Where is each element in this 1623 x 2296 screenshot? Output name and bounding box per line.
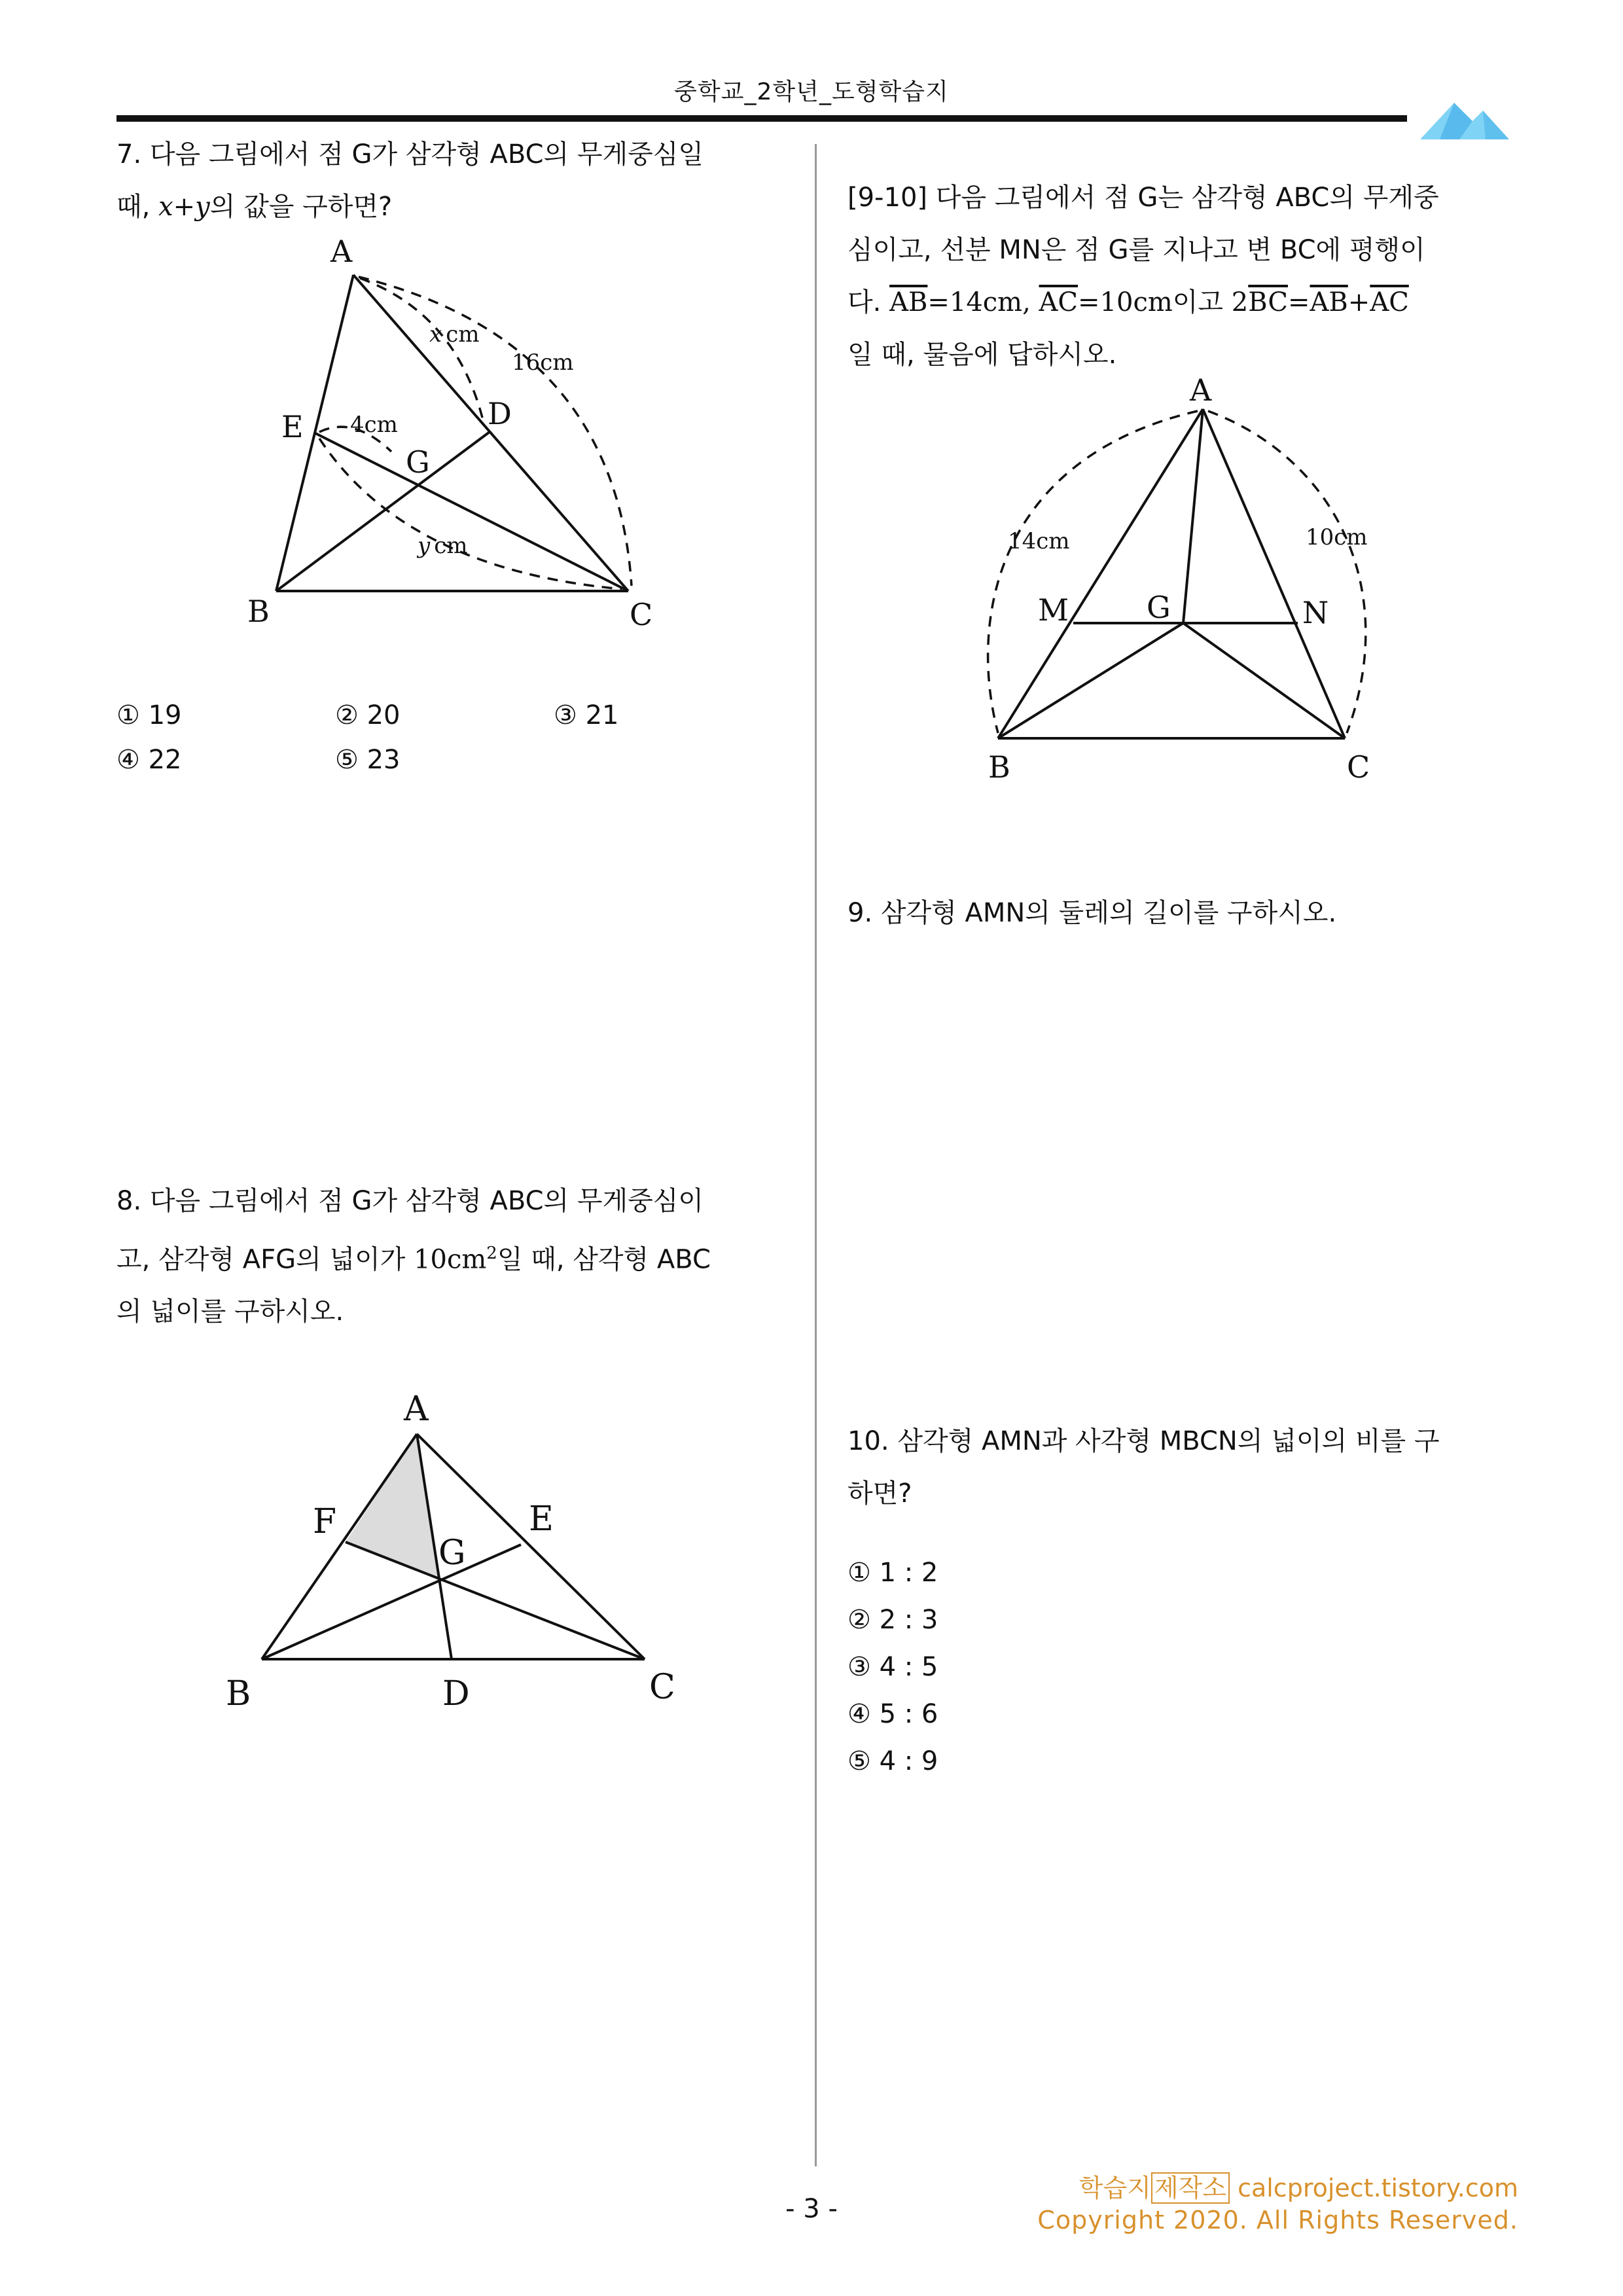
q7-label-e: E: [281, 409, 304, 444]
q8-label-a: A: [404, 1390, 429, 1429]
q7-choice-1[interactable]: ① 19: [116, 700, 182, 730]
q9-prompt: 9. 삼각형 AMN의 둘레의 길이를 구하시오.: [847, 898, 1337, 928]
q9-10-label-10cm: 10cm: [1306, 524, 1368, 550]
page-number: - 3 -: [785, 2194, 838, 2224]
q10-choice-5[interactable]: ⑤ 4 : 9: [847, 1746, 938, 1776]
q10-choice-2[interactable]: ② 2 : 3: [847, 1605, 938, 1635]
q9-10-label-g: G: [1147, 590, 1171, 625]
footer-site-link[interactable]: calcproject.tistory.com: [1229, 2174, 1518, 2202]
q7-label-4cm: 4cm: [350, 412, 398, 438]
header-divider: [116, 115, 1407, 122]
q8-label-d: D: [442, 1674, 470, 1713]
q8-prompt: [116, 1175, 784, 1338]
q7-label-d: D: [488, 396, 512, 431]
q7-label-a: A: [330, 234, 353, 269]
q7-label-c: C: [630, 597, 653, 632]
q9-10-label-n: N: [1302, 595, 1329, 630]
q9-10-line2: 심이고, 선분 MN은 점 G를 지나고 변 BC에 평행이: [847, 235, 1425, 265]
q7-label-ycm: y cm: [418, 533, 468, 559]
q7-line1: 7. 다음 그림에서 점 G가 삼각형 ABC의 무게중심일: [116, 139, 704, 170]
q10-choice-4[interactable]: ④ 5 : 6: [847, 1699, 938, 1729]
q9-10-line3: 다. $\overline{AB}=14cm$, $\overline{AC}=10cm$이고 $2\overline{BC}=\overline{AB}+\overline{AC}$: [847, 287, 1409, 317]
q7-label-xcm: x cm: [429, 321, 480, 348]
q10-line2: 하면?: [847, 1479, 912, 1509]
q9-10-label-b: B: [988, 749, 1010, 785]
q9-10-line4: 일 때, 물음에 답하시오.: [847, 340, 1117, 370]
q9-10-label-a: A: [1190, 372, 1212, 408]
q7-figure: [236, 229, 694, 635]
footer-brand-boxed: 제작소: [1151, 2172, 1230, 2204]
worksheet-title: 중학교_2학년_도형학습지: [674, 79, 949, 105]
q10-prompt: [847, 1415, 1515, 1520]
q7-label-16cm: 16cm: [512, 350, 574, 376]
q7-choice-3[interactable]: ③ 21: [554, 700, 619, 730]
q9-10-label-14cm: 14cm: [1008, 528, 1070, 554]
column-divider: [815, 144, 817, 2166]
q9-10-line1: [9-10] 다음 그림에서 점 G는 삼각형 ABC의 무게중: [847, 183, 1439, 213]
q8-label-f: F: [313, 1502, 337, 1541]
q8-label-b: B: [226, 1674, 251, 1713]
q7-choice-4[interactable]: ④ 22: [116, 745, 182, 775]
q8-label-c: C: [649, 1668, 675, 1707]
q7-choice-5[interactable]: ⑤ 23: [335, 745, 401, 775]
q8-figure: [216, 1374, 700, 1728]
q7-line2: 때, x+y의 값을 구하면?: [116, 192, 393, 222]
mountain-logo-icon: [1420, 95, 1512, 141]
q7-prompt: [116, 128, 784, 233]
q7-label-b: B: [247, 594, 270, 629]
footer-copyright: Copyright 2020. All Rights Reserved.: [1037, 2206, 1518, 2234]
q10-choice-1[interactable]: ① 1 : 2: [847, 1558, 938, 1588]
footer-brand-name: 학습지: [1079, 2174, 1151, 2202]
q8-line2: 고, 삼각형 AFG의 넓이가 $10cm^2$일 때, 삼각형 ABC: [116, 1244, 711, 1275]
q9-10-prompt: [847, 171, 1515, 381]
q7-choice-2[interactable]: ② 20: [335, 700, 401, 730]
q8-line3: 의 넓이를 구하시오.: [116, 1297, 344, 1327]
q10-line1: 10. 삼각형 AMN과 사각형 MBCN의 넓이의 비를 구: [847, 1426, 1440, 1456]
q7-label-g: G: [406, 444, 430, 480]
q8-label-g: G: [438, 1534, 466, 1573]
q9-10-label-m: M: [1038, 592, 1069, 628]
q8-line1: 8. 다음 그림에서 점 G가 삼각형 ABC의 무게중심이: [116, 1186, 704, 1216]
q8-label-e: E: [529, 1499, 554, 1539]
q10-choice-3[interactable]: ③ 4 : 5: [847, 1652, 938, 1682]
q9-10-label-c: C: [1347, 749, 1370, 785]
q9-10-figure: [969, 367, 1400, 785]
